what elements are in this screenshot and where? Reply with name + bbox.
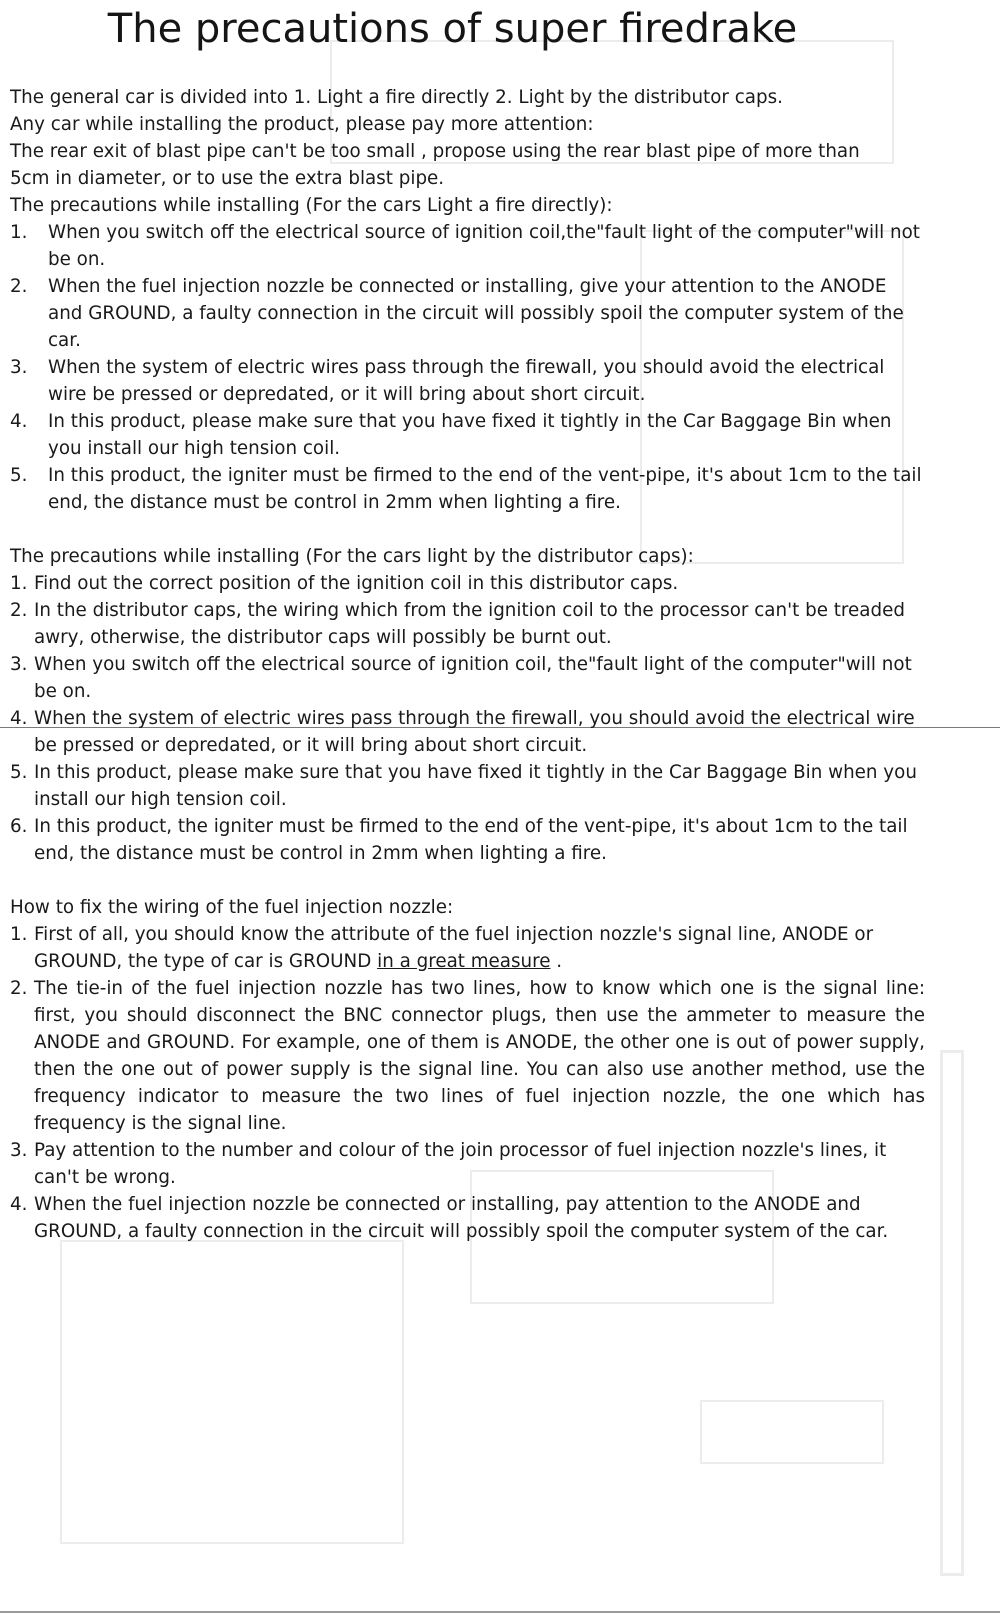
list-item [10, 597, 925, 651]
item-number: 2. [10, 276, 28, 297]
list-item [10, 273, 925, 354]
list-item [10, 921, 925, 975]
item-text: When the fuel injection nozzle be connected or installing, give your attention to the ANODE and GROUND, a faulty connection in the circuit will possibly spoil the computer system of the car. [48, 276, 904, 351]
item-text: In this product, please make sure that you have fixed it tightly in the Car Baggage Bin when you install our high tension coil. [34, 762, 917, 810]
item-text: Pay attention to the number and colour of the join processor of fuel injection nozzle's lines, it can't be wrong. [34, 1140, 887, 1188]
paragraph-gap [10, 867, 925, 894]
document-title: The precautions of super firedrake [107, 6, 798, 52]
distributor-heading: The precautions while installing (For the cars light by the distributor caps): [10, 546, 694, 567]
show-through-mark [700, 1400, 884, 1464]
item-number: 4. [10, 1194, 28, 1215]
item-number: 5. [10, 762, 28, 783]
item-number: 1. [10, 924, 28, 945]
intro-paragraph: The rear exit of blast pipe can't be too small , propose using the rear blast pipe of more than 5cm in diameter, or to use the extra blast pipe. [10, 141, 860, 189]
item-number: 3. [10, 654, 28, 675]
list-item [10, 1137, 925, 1191]
scan-bottom-edge [0, 1611, 1000, 1613]
item-text: When the fuel injection nozzle be connected or installing, pay attention to the ANODE and GROUND, a faulty connection in the circuit will possibly spoil the computer system of the car. [34, 1194, 889, 1242]
item-text-end: . [550, 951, 563, 972]
wiring-heading: How to fix the wiring of the fuel injection nozzle: [10, 897, 454, 918]
list-item [10, 462, 925, 516]
underlined-phrase: in a great measure [377, 951, 551, 972]
item-text: In this product, the igniter must be firmed to the end of the vent-pipe, it's about 1cm to the tail end, the distance must be control in 2mm when lighting a fire. [34, 816, 908, 864]
item-text: When the system of electric wires pass through the firewall, you should avoid the electrical wire be pressed or depredated, or it will bring about short circuit. [48, 357, 885, 405]
list-item [10, 408, 925, 462]
item-text: When you switch off the electrical source of ignition coil, the"fault light of the computer"will not be on. [34, 654, 912, 702]
item-number: 3. [10, 1140, 28, 1161]
list-item [10, 813, 925, 867]
item-number: 1. [10, 573, 28, 594]
show-through-mark [60, 1240, 404, 1544]
list-item [10, 975, 925, 1137]
show-through-mark [940, 1050, 964, 1576]
list-item [10, 759, 925, 813]
item-number: 1. [10, 222, 28, 243]
list-item [10, 354, 925, 408]
list-item [10, 219, 925, 273]
direct-precautions-list [10, 219, 925, 516]
item-number: 5. [10, 465, 28, 486]
item-text: In this product, the igniter must be firmed to the end of the vent-pipe, it's about 1cm to the tail end, the distance must be control in 2mm when lighting a fire. [48, 465, 922, 513]
document-body [10, 84, 925, 1245]
item-number: 3. [10, 357, 28, 378]
item-number: 4. [10, 708, 28, 729]
item-text-start: First of all, you should know the attribute of the fuel injection nozzle's signal line, ANODE or GROUND, the type of car is GROUND [34, 924, 874, 972]
item-text: Find out the correct position of the ignition coil in this distributor caps. [34, 573, 679, 594]
list-item [10, 570, 925, 597]
item-text [34, 921, 925, 975]
list-item [10, 705, 925, 759]
list-item [10, 1191, 925, 1245]
item-text: In the distributor caps, the wiring which from the ignition coil to the processor can't be treaded awry, otherwise, the distributor caps will possibly be burnt out. [34, 600, 905, 648]
direct-heading: The precautions while installing (For the cars Light a fire directly): [10, 195, 613, 216]
item-text: The tie-in of the fuel injection nozzle has two lines, how to know which one is the signal line: first, you should disconnect the BNC connector plugs, then use the ammeter to measure the ANODE and GROUND. For example, one of them is ANODE, the other one is out of power supply, then the one out of power supply is the signal line. You can also use another method, use the frequency indicator to measure the two lines of fuel injection nozzle, the one which has frequency is the signal line. [34, 978, 925, 1134]
item-text: When you switch off the electrical source of ignition coil,the"fault light of the computer"will not be on. [48, 222, 920, 270]
item-text: In this product, please make sure that you have fixed it tightly in the Car Baggage Bin when you install our high tension coil. [48, 411, 892, 459]
wiring-steps-list [10, 921, 925, 1245]
intro-line: The general car is divided into 1. Light a fire directly 2. Light by the distributor caps. [10, 87, 783, 108]
paragraph-gap [10, 516, 925, 543]
list-item [10, 651, 925, 705]
item-text: When the system of electric wires pass through the firewall, you should avoid the electrical wire be pressed or depredated, or it will bring about short circuit. [34, 708, 915, 756]
item-number: 2. [10, 600, 28, 621]
intro-line: Any car while installing the product, please pay more attention: [10, 114, 594, 135]
item-number: 6. [10, 816, 28, 837]
item-number: 4. [10, 411, 28, 432]
distributor-precautions-list [10, 570, 925, 867]
item-number: 2. [10, 978, 28, 999]
